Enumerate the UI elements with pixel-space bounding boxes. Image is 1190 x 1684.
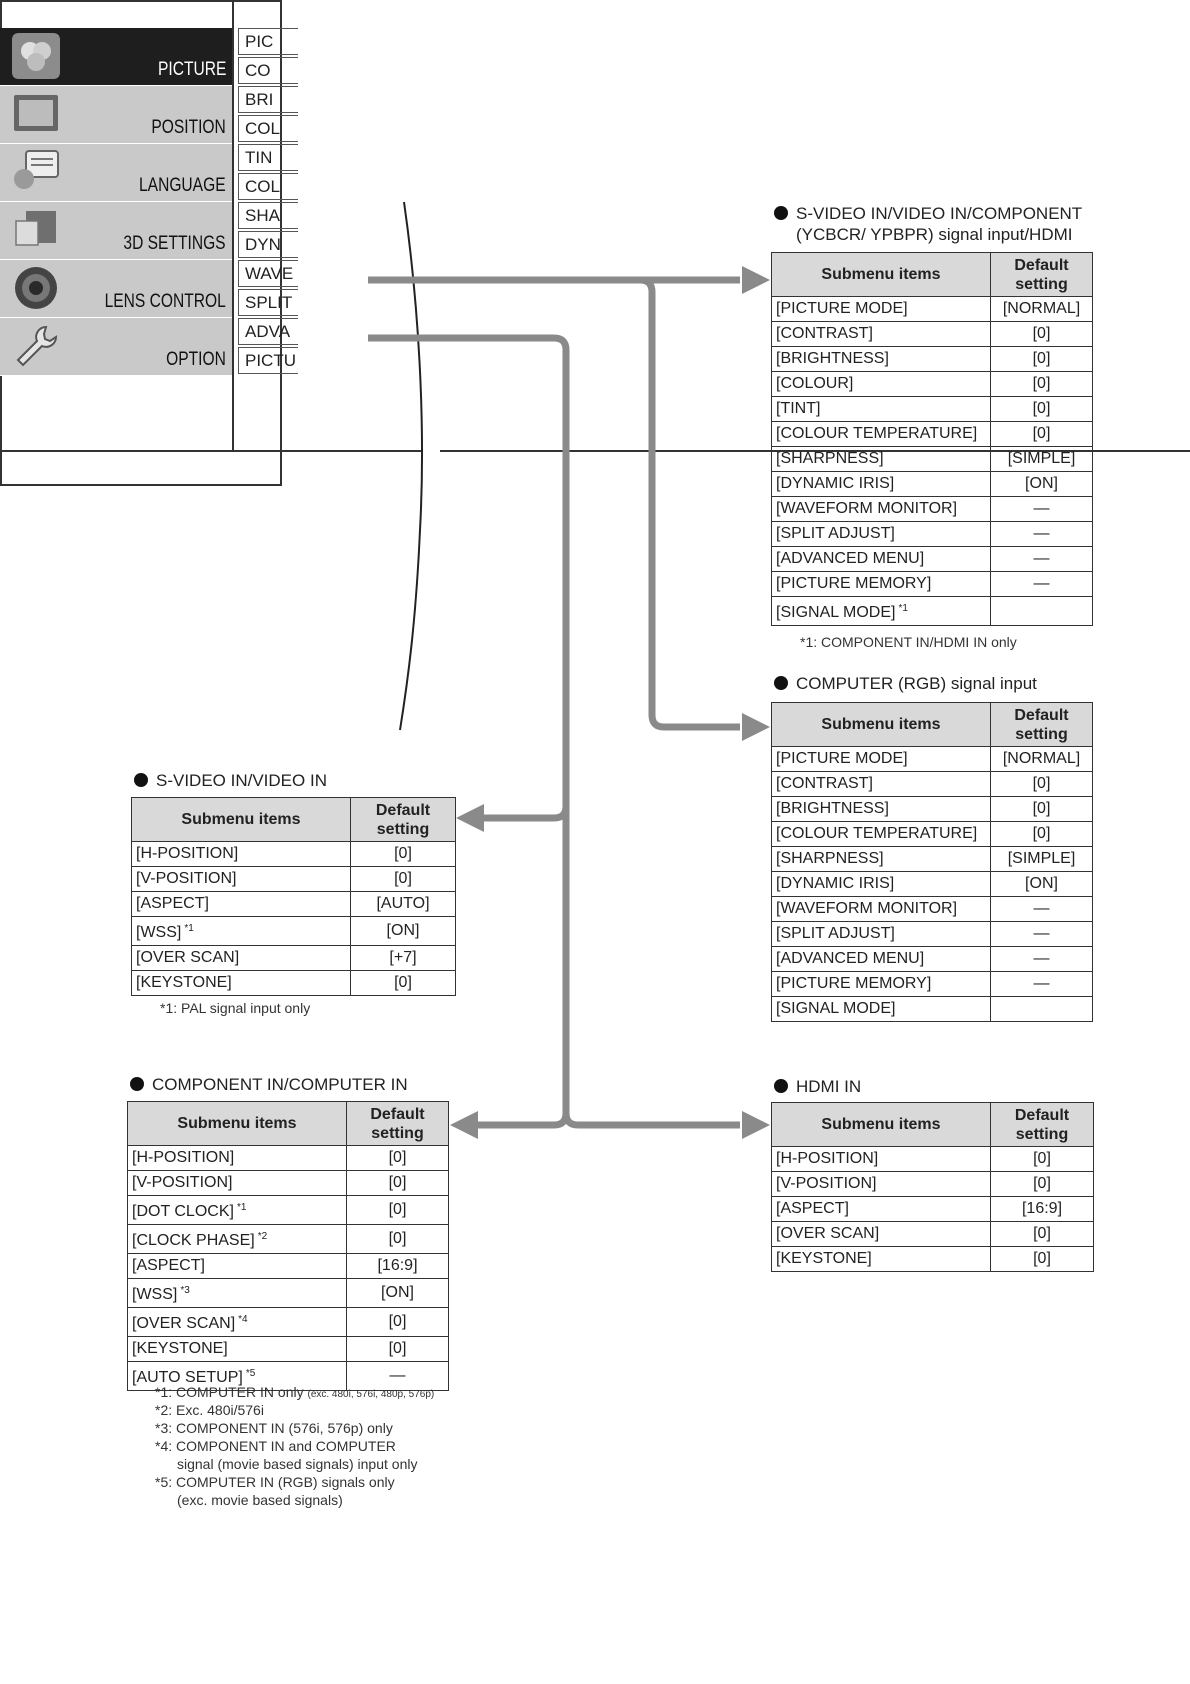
default-setting-cell: [AUTO]: [351, 892, 456, 917]
submenu-item[interactable]: PICTU: [238, 347, 282, 374]
table-row: [772, 772, 1093, 797]
arrowhead: [742, 713, 770, 741]
section-title-svideo-component-hdmi: [774, 204, 1082, 224]
header-default-line1: Default: [375, 801, 431, 819]
submenu-item-cell: [128, 1308, 347, 1337]
arrowhead: [742, 266, 770, 294]
submenu-item-cell: [772, 547, 991, 572]
default-setting-cell: [16:9]: [347, 1254, 449, 1279]
default-setting-cell: [0]: [351, 867, 456, 892]
submenu-item[interactable]: SHA: [238, 202, 282, 229]
table-row: [772, 297, 1093, 322]
submenu-item-cell: [132, 946, 351, 971]
table-row: [772, 922, 1093, 947]
submenu-item-cell: [128, 1254, 347, 1279]
table-row: [128, 1308, 449, 1337]
table-row: [772, 1222, 1094, 1247]
submenu-item-name: [ASPECT]: [776, 1200, 849, 1217]
submenu-item-name: [H-POSITION]: [132, 1149, 235, 1166]
bullet-icon: [130, 1077, 144, 1091]
default-setting-cell: [0]: [991, 397, 1093, 422]
submenu-item-name: [WAVEFORM MONITOR]: [776, 500, 958, 517]
header-default-line1: Default: [370, 1105, 425, 1123]
submenu-item-name: [DOT CLOCK]: [132, 1203, 234, 1220]
submenu-item-name: [BRIGHTNESS]: [776, 350, 889, 367]
table-row: [772, 972, 1093, 997]
section-title-line2: (YCBCR/ YPBPR) signal input/HDMI: [796, 225, 1073, 244]
default-setting-cell: [0]: [991, 422, 1093, 447]
submenu-item-name: [TINT]: [776, 400, 821, 417]
default-setting-cell: —: [347, 1362, 449, 1391]
menu-tab-label: OPTION: [166, 349, 226, 370]
submenu-item-name: [COLOUR TEMPERATURE]: [776, 425, 978, 442]
submenu-item-name: [KEYSTONE]: [776, 1250, 872, 1267]
arrowhead: [742, 1111, 770, 1139]
submenu-item-cell: [132, 892, 351, 917]
table-row: [772, 347, 1093, 372]
submenu-item-cell: [128, 1171, 347, 1196]
table-row: [772, 997, 1093, 1022]
default-setting-cell: —: [991, 522, 1093, 547]
arrow-position-to-svideo-video: [470, 806, 566, 818]
submenu-item-cell: [132, 971, 351, 996]
section-title-text: COMPUTER (RGB) signal input: [796, 674, 1037, 693]
table-row: [772, 372, 1093, 397]
footnote-marker: *5: [245, 1368, 256, 1379]
submenu-item-cell: [772, 972, 991, 997]
submenu-item-cell: [772, 372, 991, 397]
table-row: [132, 892, 456, 917]
submenu-item-cell: [772, 1247, 991, 1272]
default-setting-cell: —: [991, 497, 1093, 522]
default-setting-cell: [SIMPLE]: [991, 447, 1093, 472]
submenu-item-name: [SHARPNESS]: [776, 850, 884, 867]
footnote-3: *3: COMPONENT IN (576i, 576p) only: [155, 1420, 393, 1436]
submenu-item-name: [CONTRAST]: [776, 325, 873, 342]
footnote: *1: PAL signal input only: [160, 1000, 311, 1016]
arrow-position-to-hdmi: [368, 338, 740, 1125]
submenu-item-cell: [128, 1225, 347, 1254]
menu-tab-label: 3D SETTINGS: [123, 233, 226, 254]
table-row: [772, 422, 1093, 447]
submenu-item-name: [PICTURE MEMORY]: [776, 575, 932, 592]
header-default-setting: [351, 798, 456, 842]
submenu-item-name: [DYNAMIC IRIS]: [776, 875, 895, 892]
default-setting-cell: [0]: [991, 772, 1093, 797]
submenu-item[interactable]: BRI: [238, 86, 282, 113]
submenu-item-name: [ASPECT]: [136, 895, 209, 912]
default-setting-cell: [0]: [347, 1337, 449, 1362]
table-row: [128, 1196, 449, 1225]
submenu-item-cell: [772, 1222, 991, 1247]
section-title-svideo-video: [134, 771, 327, 791]
footnote-2: *2: Exc. 480i/576i: [155, 1402, 264, 1418]
arrow-position-to-component-computer: [465, 1113, 566, 1125]
submenu-item-name: [COLOUR TEMPERATURE]: [776, 825, 978, 842]
default-setting-cell: [0]: [351, 842, 456, 867]
footnote-4: *4: COMPONENT IN and COMPUTER: [155, 1438, 396, 1454]
table-row: [132, 971, 456, 996]
header-default-line2: setting: [1015, 275, 1068, 293]
footnote-marker: *1: [236, 1202, 247, 1213]
submenu-item-name: [ADVANCED MENU]: [776, 550, 925, 567]
submenu-item-name: [SIGNAL MODE]: [776, 604, 896, 621]
header-default-line2: setting: [1015, 1125, 1069, 1143]
section-title-text: S-VIDEO IN/VIDEO IN: [156, 771, 327, 790]
default-setting-cell: —: [991, 922, 1093, 947]
submenu-item-cell: [772, 1147, 991, 1172]
table-row: [772, 597, 1093, 626]
header-default-line1: Default: [1014, 706, 1069, 724]
submenu-item-name: [PICTURE MODE]: [776, 750, 908, 767]
table-row: [772, 322, 1093, 347]
submenu-item-cell: [132, 842, 351, 867]
footnote-marker: *1: [184, 923, 194, 934]
submenu-item-cell: [772, 597, 991, 626]
header-submenu-items: Submenu items: [128, 1102, 347, 1146]
settings-table-component-computer: [127, 1101, 449, 1391]
submenu-item-cell: [772, 1197, 991, 1222]
submenu-item-name: [PICTURE MEMORY]: [776, 975, 932, 992]
submenu-item[interactable]: PIC: [238, 28, 282, 55]
submenu-item-name: [SHARPNESS]: [776, 450, 884, 467]
table-row: [772, 797, 1093, 822]
table-row: [772, 522, 1093, 547]
footnote-marker: *2: [257, 1231, 268, 1242]
table-row: [772, 472, 1093, 497]
table-row: [772, 847, 1093, 872]
menu-tab-label: LENS CONTROL: [104, 291, 226, 312]
submenu-item-cell: [772, 1172, 991, 1197]
default-setting-cell: [0]: [991, 322, 1093, 347]
default-setting-cell: [0]: [347, 1196, 449, 1225]
header-default-line1: Default: [1014, 1106, 1070, 1124]
default-setting-cell: [NORMAL]: [991, 747, 1093, 772]
settings-table-hdmi: [771, 1102, 1094, 1272]
table-row: [772, 1172, 1094, 1197]
table-row: [772, 1147, 1094, 1172]
submenu-item-cell: [132, 867, 351, 892]
submenu-item-name: [WAVEFORM MONITOR]: [776, 900, 958, 917]
submenu-item-cell: [128, 1337, 347, 1362]
table-row: [772, 497, 1093, 522]
submenu-item[interactable]: ADVA: [238, 318, 282, 345]
default-setting-cell: [SIMPLE]: [991, 847, 1093, 872]
submenu-item-name: [WSS]: [136, 924, 182, 941]
submenu-item-name: [OVER SCAN]: [776, 1225, 880, 1242]
submenu-item-name: [WSS]: [132, 1286, 178, 1303]
table-row: [128, 1337, 449, 1362]
footnote-1: [155, 1384, 434, 1403]
table-row: [128, 1225, 449, 1254]
default-setting-cell: [ON]: [991, 872, 1093, 897]
header-default-line2: setting: [1015, 725, 1068, 743]
default-setting-cell: —: [991, 547, 1093, 572]
submenu-item-name: [CONTRAST]: [776, 775, 873, 792]
menu-tab-label: LANGUAGE: [139, 175, 226, 196]
default-setting-cell: [16:9]: [991, 1197, 1094, 1222]
default-setting-cell: —: [991, 572, 1093, 597]
submenu-item-name: [PICTURE MODE]: [776, 300, 908, 317]
table-row: [128, 1146, 449, 1171]
table-row: [128, 1171, 449, 1196]
header-default-line2: setting: [376, 820, 430, 838]
default-setting-cell: [0]: [347, 1225, 449, 1254]
section-title-text: S-VIDEO IN/VIDEO IN/COMPONENT: [796, 204, 1083, 223]
footnote: *1: COMPONENT IN/HDMI IN only: [800, 634, 1017, 650]
default-setting-cell: [0]: [351, 971, 456, 996]
default-setting-cell: [991, 597, 1093, 626]
submenu-item-name: [OVER SCAN]: [136, 949, 240, 966]
submenu-item-name: [V-POSITION]: [776, 1175, 877, 1192]
default-setting-cell: [+7]: [351, 946, 456, 971]
table-row: [772, 822, 1093, 847]
default-setting-cell: [991, 997, 1093, 1022]
settings-table-svideo-video: [131, 797, 456, 996]
table-row: [772, 547, 1093, 572]
section-title-text: COMPONENT IN/COMPUTER IN: [152, 1075, 408, 1094]
settings-table-svideo-component-hdmi: [771, 252, 1093, 626]
submenu-item-cell: [128, 1146, 347, 1171]
submenu-item-cell: [772, 997, 991, 1022]
submenu-item[interactable]: DYN: [238, 231, 282, 258]
default-setting-cell: [0]: [991, 797, 1093, 822]
default-setting-cell: [ON]: [351, 917, 456, 946]
submenu-item-cell: [772, 947, 991, 972]
table-row: [132, 946, 456, 971]
default-setting-cell: —: [991, 947, 1093, 972]
table-row: [772, 1197, 1094, 1222]
default-setting-cell: [ON]: [991, 472, 1093, 497]
submenu-item-cell: [772, 572, 991, 597]
default-setting-cell: [ON]: [347, 1279, 449, 1308]
submenu-item-name: [SIGNAL MODE]: [776, 1000, 896, 1017]
submenu-item[interactable]: SPLIT: [238, 289, 282, 316]
default-setting-cell: [0]: [991, 347, 1093, 372]
table-row: [772, 897, 1093, 922]
table-row: [132, 867, 456, 892]
submenu-item-cell: [772, 797, 991, 822]
section-title-component-computer: [130, 1075, 408, 1095]
header-default-setting: [991, 1103, 1094, 1147]
submenu-item[interactable]: COL: [238, 115, 282, 142]
default-setting-cell: [0]: [991, 1172, 1094, 1197]
submenu-item-cell: [772, 322, 991, 347]
header-default-setting: [347, 1102, 449, 1146]
bullet-icon: [134, 773, 148, 787]
footnote-small-text: (exc. 480i, 576i, 480p, 576p): [307, 1389, 435, 1400]
submenu-item[interactable]: CO: [238, 57, 282, 84]
footnote-4-cont: signal (movie based signals) input only: [177, 1456, 418, 1472]
submenu-item-cell: [772, 422, 991, 447]
table-row: [772, 572, 1093, 597]
submenu-item-cell: [772, 497, 991, 522]
submenu-item-cell: [772, 897, 991, 922]
table-row: [772, 447, 1093, 472]
default-setting-cell: [0]: [991, 822, 1093, 847]
submenu-item-name: [AUTO SETUP]: [132, 1369, 243, 1386]
arrow-picture-to-computer-rgb: [640, 280, 740, 727]
header-default-line1: Default: [1014, 256, 1069, 274]
default-setting-cell: [0]: [347, 1171, 449, 1196]
footnote-5-cont: (exc. movie based signals): [177, 1492, 343, 1508]
submenu-item-name: [SPLIT ADJUST]: [776, 925, 895, 942]
table-row: [772, 747, 1093, 772]
submenu-item[interactable]: TIN: [238, 144, 282, 171]
submenu-item-cell: [772, 922, 991, 947]
submenu-item-name: [KEYSTONE]: [136, 974, 232, 991]
settings-table-computer-rgb: [771, 702, 1093, 1022]
default-setting-cell: [0]: [991, 1222, 1094, 1247]
submenu-item-name: [V-POSITION]: [132, 1174, 233, 1191]
arrowhead: [456, 804, 484, 832]
submenu-item-name: [H-POSITION]: [136, 845, 239, 862]
table-row: [128, 1254, 449, 1279]
menu-tab-label: POSITION: [151, 117, 226, 138]
submenu-item-cell: [772, 397, 991, 422]
header-default-line2: setting: [371, 1124, 424, 1142]
header-submenu-items: Submenu items: [132, 798, 351, 842]
footnote-5: *5: COMPUTER IN (RGB) signals only: [155, 1474, 395, 1490]
submenu-item-name: [BRIGHTNESS]: [776, 800, 889, 817]
default-setting-cell: [0]: [991, 372, 1093, 397]
submenu-item-cell: [772, 522, 991, 547]
submenu-item[interactable]: COL: [238, 173, 282, 200]
bullet-icon: [774, 1079, 788, 1093]
submenu-item-name: [CLOCK PHASE]: [132, 1232, 255, 1249]
table-row: [772, 1247, 1094, 1272]
submenu-item-name: [DYNAMIC IRIS]: [776, 475, 895, 492]
submenu-item-cell: [772, 847, 991, 872]
submenu-item-name: [ADVANCED MENU]: [776, 950, 925, 967]
default-setting-cell: [NORMAL]: [991, 297, 1093, 322]
table-row: [128, 1279, 449, 1308]
default-setting-cell: —: [991, 972, 1093, 997]
submenu-item-name: [OVER SCAN]: [132, 1315, 236, 1332]
bullet-icon: [774, 206, 788, 220]
bullet-icon: [774, 676, 788, 690]
submenu-item-cell: [128, 1279, 347, 1308]
table-row: [132, 842, 456, 867]
footnote-marker: *3: [180, 1285, 190, 1296]
submenu-item-cell: [772, 447, 991, 472]
footnote-marker: *4: [238, 1314, 248, 1325]
section-title-hdmi: [774, 1077, 861, 1097]
header-default-setting: [991, 253, 1093, 297]
submenu-item-name: [ASPECT]: [132, 1257, 205, 1274]
section-title-text: HDMI IN: [796, 1077, 862, 1096]
footnote-text: *1: COMPUTER IN only: [155, 1384, 304, 1400]
default-setting-cell: [0]: [347, 1146, 449, 1171]
section-title-computer-rgb: [774, 674, 1037, 694]
table-row: [772, 947, 1093, 972]
submenu-item[interactable]: WAVE: [238, 260, 282, 287]
table-row: [772, 397, 1093, 422]
submenu-item-cell: [772, 822, 991, 847]
arrowhead: [450, 1111, 478, 1139]
table-row: [772, 872, 1093, 897]
submenu-item-cell: [772, 747, 991, 772]
menu-tab-label: PICTURE: [157, 59, 226, 80]
default-setting-cell: [0]: [991, 1147, 1094, 1172]
default-setting-cell: [0]: [347, 1308, 449, 1337]
submenu-item-name: [V-POSITION]: [136, 870, 237, 887]
submenu-item-name: [KEYSTONE]: [132, 1340, 228, 1357]
submenu-item-cell: [772, 772, 991, 797]
table-row: [132, 917, 456, 946]
submenu-item-cell: [132, 917, 351, 946]
submenu-item-cell: [772, 472, 991, 497]
submenu-item-cell: [772, 297, 991, 322]
submenu-item-name: [H-POSITION]: [776, 1150, 879, 1167]
submenu-item-name: [COLOUR]: [776, 375, 854, 392]
header-submenu-items: Submenu items: [772, 1103, 991, 1147]
header-submenu-items: Submenu items: [772, 253, 991, 297]
submenu-item-cell: [772, 872, 991, 897]
default-setting-cell: [0]: [991, 1247, 1094, 1272]
submenu-item-cell: [772, 347, 991, 372]
submenu-item-cell: [128, 1196, 347, 1225]
submenu-item-name: [SPLIT ADJUST]: [776, 525, 895, 542]
header-default-setting: [991, 703, 1093, 747]
default-setting-cell: —: [991, 897, 1093, 922]
footnote-marker: *1: [898, 603, 908, 614]
header-submenu-items: Submenu items: [772, 703, 991, 747]
